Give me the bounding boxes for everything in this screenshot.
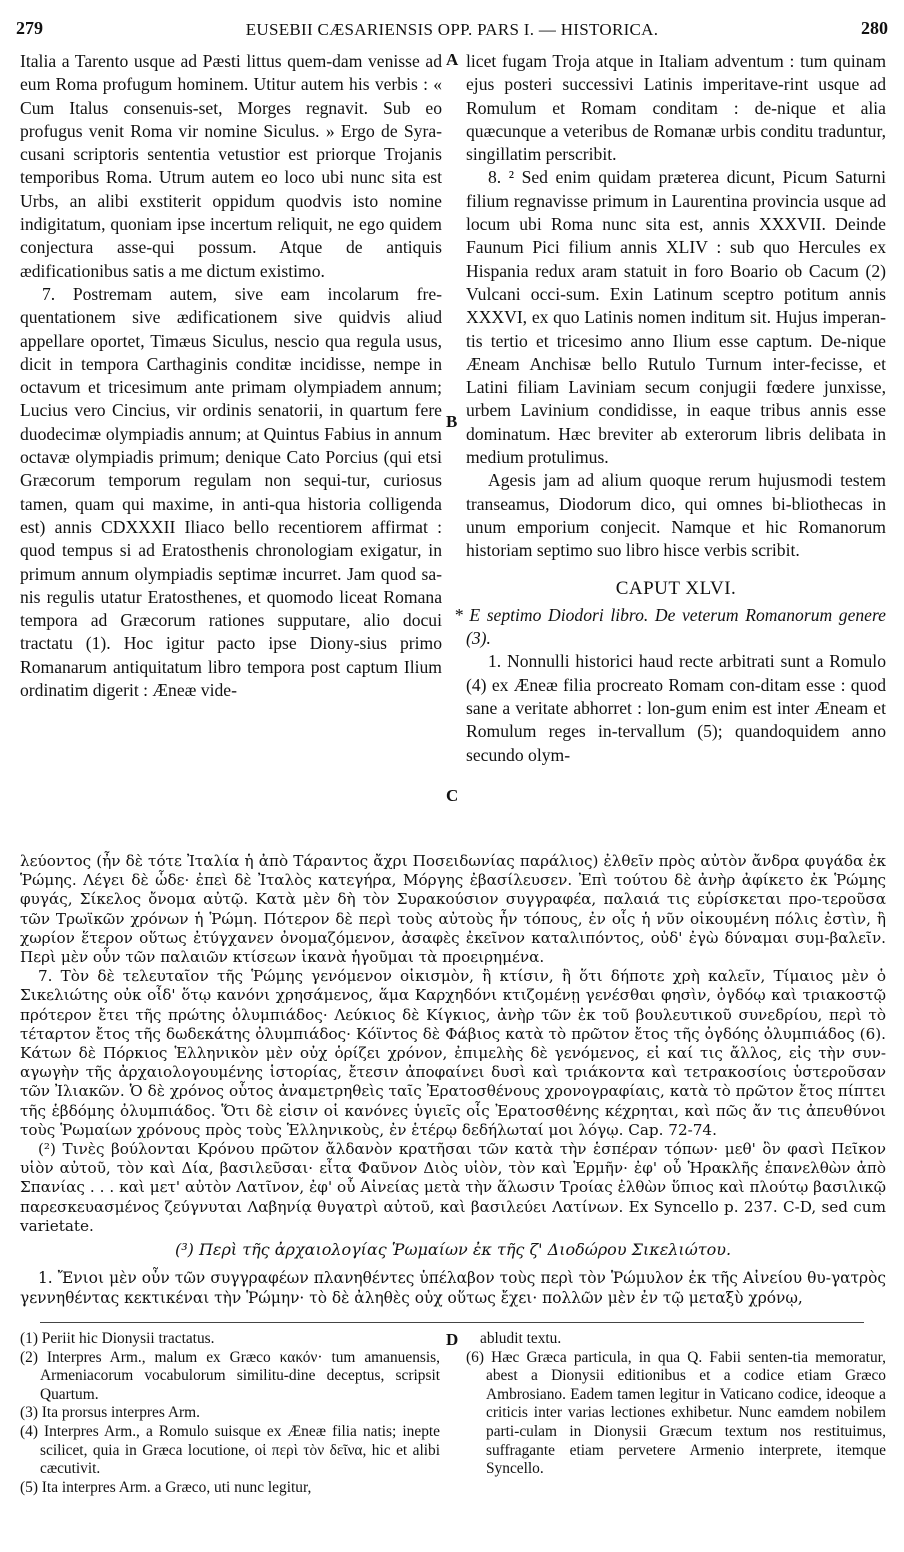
chapter-title: CAPUT XLVI. xyxy=(615,577,737,599)
footnote-5-continued: abludit textu. xyxy=(480,1330,562,1347)
page-number-left: 279 xyxy=(16,18,43,38)
page-number-right: 280 xyxy=(861,18,888,38)
footnotes-left xyxy=(20,1330,440,1497)
right-paragraph-3: Agesis jam ad alium quoque rerum hujusmodi testem transeamus, Diodorum dico, qui omnes bi-bliothecas in unum emporium conjecit. Namque et hic Romanorum historiam septimo suo libro hisce verbis scribit. xyxy=(466,470,886,561)
greek-paragraph-1: λεύοντος (ἦν δὲ τότε Ἰταλία ἡ ἀπὸ Τάραντος ἄχρι Ποσειδωνίας παράλιος) ἐλθεῖν πρὸς αὐτὸν ἄνδρα φυγάδα ἐκ Ῥώμης. Λέγει δὲ ὧδε· ἐπεὶ δὲ Ἰταλὸς κατεγήρα, Μόργης ἐβασίλευσεν. Ἐπὶ τούτου δὲ ἀνὴρ ἀφίκετο ἐκ Ῥώμης φυγάς, Σίκελος ὄνομα αὐτῷ. Κατὰ μὲν δὴ τὸν Συρακούσιον συγγραφέα, παλαιά τις εὑρίσκεται προ-τεροῦσα τῶν Τρωϊκῶν χρόνων ἡ Ῥώμη. Πότερον δὲ περὶ τοὺς αὐτοὺς ἦν τόπους, ἐν οἷς ἡ νῦν οἰκουμένη πόλις ἐστὶν, ἢ χωρίον ἕτερον οὕτως ἐτύγχανεν ὀνομαζόμενον, ἀσαφὲς ἐκεῖνον καταλιπόντος, οὐδ' ἐγὼ δύναμαι συμ-βαλεῖν. Περὶ μὲν οὖν τῶν παλαιῶν κτίσεων ἱκανὰ ἡγοῦμαι τὰ προειρημένα. xyxy=(20,852,886,967)
right-paragraph-1: licet fugam Troja atque in Italiam adventum : tum quinam ejus posteri successivi Latinis imperitave-rint usque ad Romulum et Romam conditam : de-nique et alia quæcunque a veteribus de Romanæ urbis conditu traduntur, singillatim perscribit. xyxy=(466,51,886,165)
greek-paragraph-3: (²) Τινὲς βούλονται Κρόνου πρῶτον ἄλδανὸν κρατῆσαι τῶν κατὰ τὴν ἑσπέραν τόπων· μεθ' ὃν φασὶ Πεῖκον υἱὸν αὐτοῦ, τὸν καὶ Δία, βασιλεῦσαι· εἶτα Φαῦνον Διὸς υἱὸν, τὸν καὶ Ἑρμῆν· ἐφ' οὗ Ἡρακλῆς ἐπανελθὼν ἀπὸ Σπανίας . . . καὶ μετ' αὐτὸν Λατῖνον, ἐφ' οὗ Αἰνείας μετὰ τὴν ἅλωσιν Τροίας ἐλθὼν ὕπιος καὶ πλούτῳ βασιλικῷ παρεσκευασμένος ζεύγνυται Λαβηνίᾳ θυγατρὶ αὐτοῦ, καὶ βασιλεύει Λατίνων. Ex Syncello p. 237. C-D, sed cum varietate. xyxy=(20,1140,886,1235)
running-header xyxy=(16,18,888,44)
left-column xyxy=(20,50,442,702)
notes-divider xyxy=(40,1322,864,1323)
greek-heading: (³) Περὶ τῆς ἀρχαιολογίας Ῥωμαίων ἐκ τῆς ζ' Διοδώρου Σικελιώτου. xyxy=(174,1240,732,1259)
right-column xyxy=(454,50,886,767)
chapter-subtitle: * E septimo Diodori libro. De veterum Romanorum genere (3). xyxy=(454,604,886,649)
footnote-1: (1) Periit hic Dionysii tractatus. xyxy=(20,1330,215,1347)
running-title: EUSEBII CÆSARIENSIS OPP. PARS I. — HISTORICA. xyxy=(245,20,659,39)
right-paragraph-4: 1. Nonnulli historici haud recte arbitrati sunt a Romulo (4) ex Æneæ filia procreato Romam con-ditam esse : quod sane a veritate abhorret : lon-gum enim est inter Æneam et Romulum reges in-tervallum (5); quandoquidem anno secundo olym- xyxy=(466,651,886,765)
right-paragraph-2: 8. ² Sed enim quidam præterea dicunt, Picum Saturni filium regnavisse primum in Laurentina provincia usque ad locum ubi Roma nunc sita est, annis XXXVII. Deinde Faunum Pici filium annis XLIV : sub quo Hercules ex Hispania redux aram statuit in foro Boario ob Cacum (2) Vulcani occi-sum. Exin Latinum sceptro potitum annis XXXVI, ex quo Latinis nomen inditum sit. Hujus imperan-tis tertio et tricesimo anno Ilium esse captum. De-nique Æneam Anchisæ bello Rutulo Turnum inter-fecisse, et Latini filiam Laviniam secum conjugii fœdere junxisse, urbem Lavinium condidisse, in eaque tribus annis esse dominatum. Hæc breviter ab exterorum libris delibata in medium protulimus. xyxy=(466,167,886,468)
footnote-4: (4) Interpres Arm., a Romulo suisque ex Æneæ filia natis; inepte scilicet, quia in Græca locutione, οἱ περὶ τὸν δεῖνα, hic et alibi cæcutivit. xyxy=(20,1422,440,1478)
footnote-3: (3) Ita prorsus interpres Arm. xyxy=(20,1404,200,1422)
footnote-6: (6) Hæc Græca particula, in qua Q. Fabii senten-tia memoratur, abest a Dionysii editionibus et a codice etiam Græco Ambrosiano. Eadem tamen legitur in Vaticano codice, ideoque a criticis inter varias lectiones exhibetur. Nunc eamdem nobilem parti-culam in Dionysii Græcum textum nos restituimus, suffragante etiam pervetere Armenio interprete, itemque Syncello. xyxy=(466,1348,886,1478)
greek-main-paragraph: 1. Ἔνιοι μὲν οὖν τῶν συγγραφέων πλανηθέντες ὑπέλαβον τοὺς περὶ τὸν Ῥώμυλον ἐκ τῆς Αἰνείου θυ-γατρὸς γεννηθέντας κεκτικέναι τὴν Ῥώμην· τὸ δὲ ἀληθὲς οὐχ οὕτως ἔχει· πολλῶν μὲν ἐν τῷ μεταξὺ χρόνῳ, xyxy=(20,1269,886,1307)
left-paragraph-1: Italia a Tarento usque ad Pæsti littus quem-dam venisse ad eum Roma profugum hominem. Utitur autem his verbis : « Cum Italus consenuis-set, Morges regnavit. Sub eo profugus venit Roma vir nomine Siculus. » Ergo de Syra-cusani scriptoris sententia vetustior est priorque Trojanis temporibus Roma. Utrum autem eo loco ubi nunc sita est Urbs, an alibi exstiterit oppidum quodvis isto nomine indigitatum, quoniam ipse incertum reliquit, ne ego quidem conjectura asse-qui possum. Atque de antiquis ædificationibus satis a me dictum existimo. xyxy=(20,51,442,281)
footnote-2: (2) Interpres Arm., malum ex Græco κακόν· tum amanuensis, Armeniacorum vocabulorum similitu-dine deceptus, scripsit Quartum. xyxy=(20,1348,440,1403)
greek-paragraph-2: 7. Τὸν δὲ τελευταῖον τῆς Ῥώμης γενόμενον οἰκισμὸν, ἢ κτίσιν, ἢ ὅτι δήποτε χρὴ καλεῖν, Τίμαιος μὲν ὁ Σικελιώτης οὐκ οἶδ' ὅτῳ κανόνι χρησάμενος, ἅμα Καρχηδόνι κτιζομένῃ γενέσθαι φησὶν, ὀγδόῳ καὶ τριακοστῷ πρότερον ἔτει τῆς πρώτης ὀλυμπιάδος· Λεύκιος δὲ Κίγκιος, ἀνὴρ τῶν ἐκ τοῦ βουλευτικοῦ συνεδρίου, περὶ τὸ τέταρτον ἔτος τῆς δωδεκάτης ὀλυμπιάδος· Κόϊντος δὲ Φάβιος κατὰ τὸ πρῶτον ἔτος τῆς ὀγδόης ὀλυμπιάδος (6). Κάτων δὲ Πόρκιος Ἑλληνικὸν μὲν οὐχ ὁρίζει χρόνον, ἐπιμελὴς δὲ γενόμενος, εἰ καί τις ἄλλος, εἰς τὴν συν-αγωγὴν τῆς ἀρχαιολογουμένης ἱστορίας, ἔτεσιν ἀποφαίνει δυσὶ καὶ τριάκοντα καὶ τετρακοσίοις ὑστεροῦσαν τῶν Ἰλιακῶν. Ὁ δὲ χρόνος οὗτος ἀναμετρηθεὶς ταῖς Ἐρατοσθένους χρονογραφίαις, κατὰ τὸ πρῶτον ἔτος πίπτει τῆς ἑβδόμης ὀλυμπιάδος. Ὅτι δὲ εἰσιν οἱ κανόνες ὑγιεῖς οἷς Ἐρατοσθένης κέχρηται, καὶ πῶς ἄν τις ἀπευθύνοι τοὺς Ῥωμαίων χρόνους πρὸς τοὺς Ἑλληνικοὺς, ἐν ἑτέρῳ δεδήλωταί μοι λόγῳ. Cap. 72-74. xyxy=(20,967,886,1139)
left-paragraph-2: 7. Postremam autem, sive eam incolarum fre-quentationem sive ædificationem sive quidvis aliud appellare oportet, Timæus Siculus, nescio qua regula usus, dicit in tempora Carthaginis conditæ incidisse, nempe in octavum et tricesimum ante primam olympiadem annum; Lucius vero Cincius, vir ordinis senatorii, in quartum fere duodecimæ olympiadis annum; at Quintus Fabius in annum octavæ olympiadis primum; denique Cato Porcius (qui etsi Græcorum temporum regulam non sequi-tur, curiosus tamen, quam qui maxime, in anti-qua historia colligenda est) annis CDXXXII Iliaco bello recentiorem affirmat : quod tempus si ad Eratosthenis chronologiam exigatur, in primum annum olympiadis septimæ incurret. Jam quod sa-nis regulis utatur Eratosthenes, et quomodo liceat Romana tempora ad Græcorum rationes supputare, alio docui tractatu (1). Hoc igitur pacto ipse Diony-sius primo Romanarum antiquitatum libro tempora post captum Ilium ordinatim digerit : Æneæ vide- xyxy=(20,283,442,701)
margin-marker-a: A xyxy=(446,50,459,69)
greek-footnote-block xyxy=(20,852,886,1236)
footnotes-right xyxy=(466,1330,886,1479)
margin-marker-c: C xyxy=(446,786,459,805)
greek-main-text xyxy=(20,1268,886,1308)
margin-marker-d: D xyxy=(446,1330,459,1349)
footnote-5: (5) Ita interpres Arm. a Græco, uti nunc legitur, xyxy=(20,1478,312,1496)
margin-marker-b: B xyxy=(446,412,458,431)
